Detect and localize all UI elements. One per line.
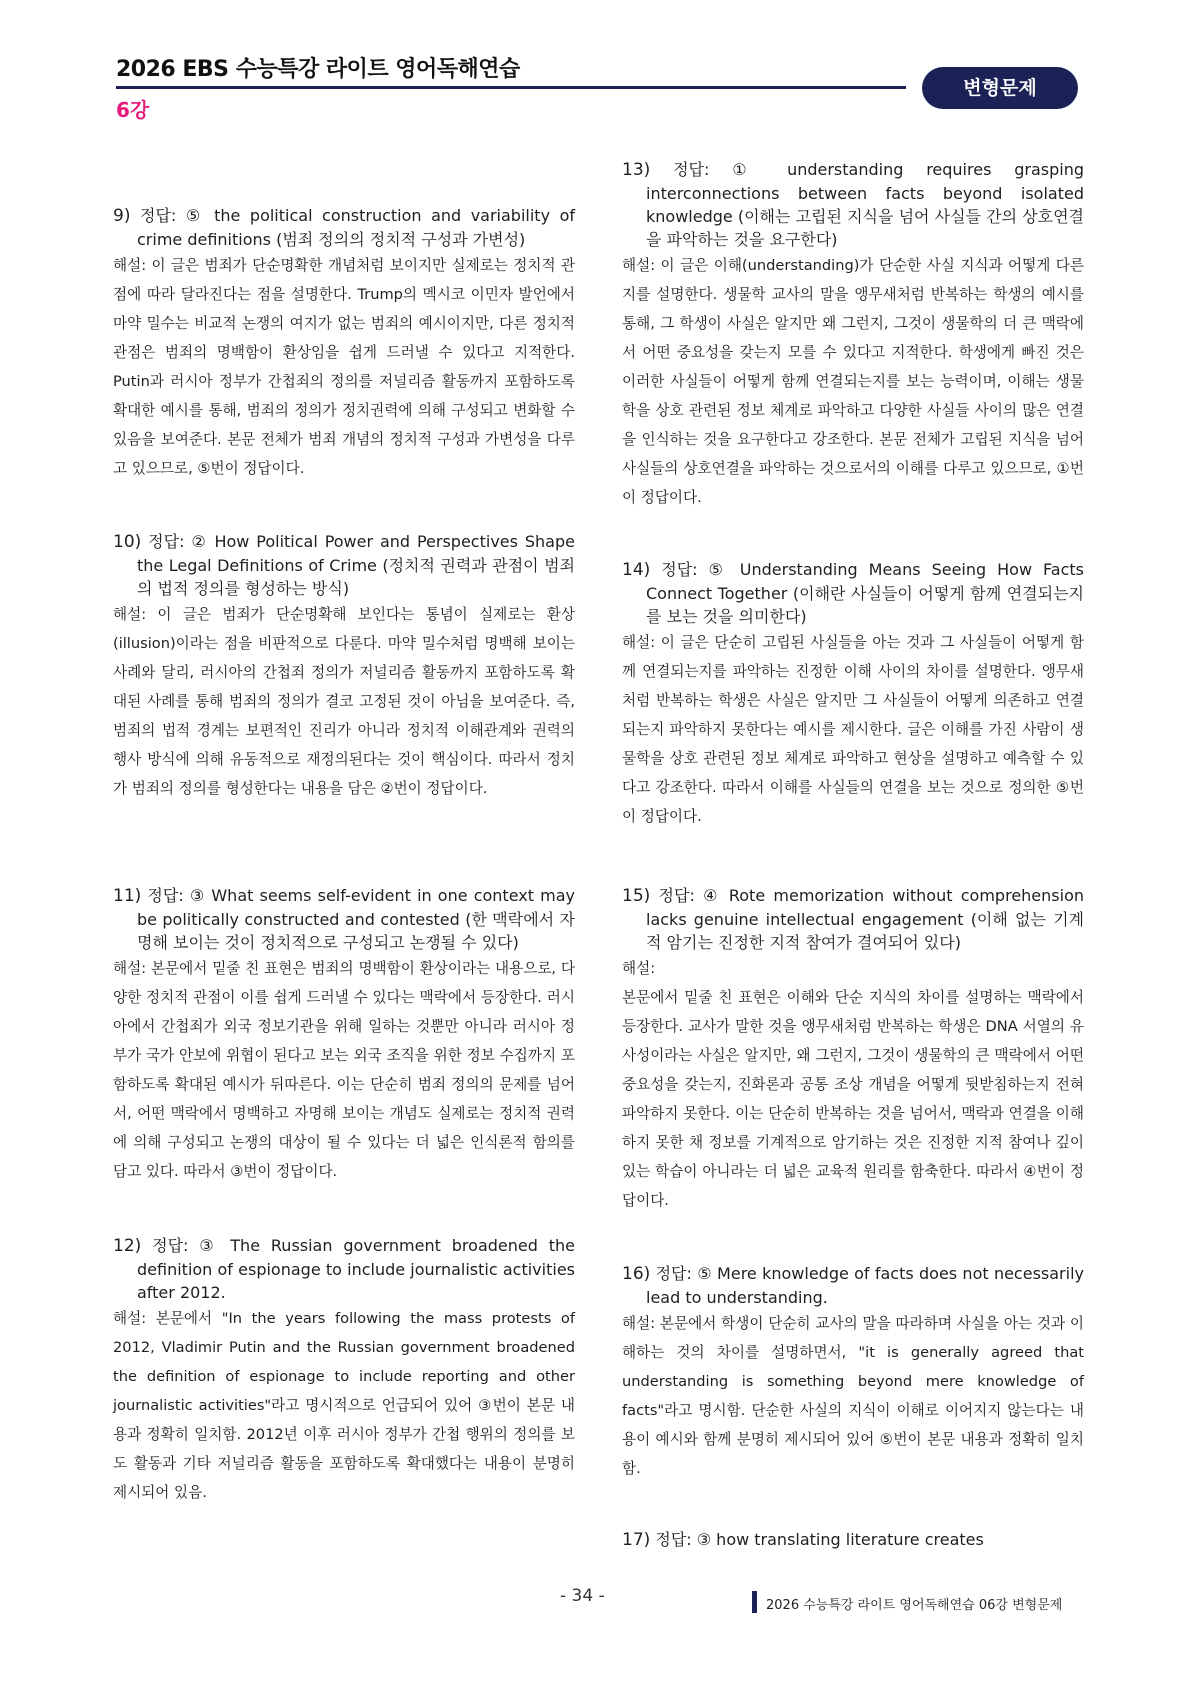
answer-text: 정답: ② How Political Power and Perspectives Shape the Legal Definitions of Crime (정치적 권력과 관점이 범죄의 법적 정의를 형성하는 방식) <box>137 532 575 598</box>
explanation-text: 본문에서 밑줄 친 표현은 이해와 단순 지식의 차이를 설명하는 맥락에서 등장한다. 교사가 말한 것을 앵무새처럼 반복하는 학생은 DNA 서열의 유사성이라는 사실은 알지만, 왜 그런지, 그것이 생물학의 큰 맥락에서 어떤 중요성을 갖는지, 진화론과 공통 조상 개념을 어떻게 뒷받침하는지 전혀 파악하지 못한다. 이는 단순히 반복하는 것을 넘어서, 맥락과 연결을 이해하지 못한 채 정보를 기계적으로 암기하는 것은 진정한 지적 참여나 깊이 있는 학습이 아니라는 더 넓은 교육적 원리를 함축한다. 따라서 ④번이 정답이다. <box>622 989 1084 1209</box>
explanation-text: 해설: 이 글은 단순히 고립된 사실들을 아는 것과 그 사실들이 어떻게 함께 연결되는지를 파악하는 진정한 이해 사이의 차이를 설명한다. 앵무새처럼 반복하는 학생은 사실은 알지만 그 사실들이 어떻게 의존하고 연결되는지 파악하지 못한다는 예시를 제시한다. 글은 이해를 가진 사람이 생물학을 상호 관련된 정보 체계로 파악하고 현상을 설명하고 예측할 수 있다고 강조한다. 따라서 이해를 사실들의 연결을 보는 것으로 정의한 ⑤번이 정답이다. <box>622 634 1084 825</box>
answer-text: 정답: ③ how translating literature creates <box>655 1530 984 1549</box>
answer-item-17 <box>622 1528 1084 1552</box>
answer-item-9 <box>113 204 575 483</box>
explanation-text: 해설: 본문에서 밑줄 친 표현은 범죄의 명백함이 환상이라는 내용으로, 다양한 정치적 관점이 이를 쉽게 드러낼 수 있다는 맥락에서 등장한다. 러시아에서 간첩죄가 외국 정보기관을 위해 일하는 것뿐만 아니라 러시아 정부가 국가 안보에 위협이 된다고 보는 외국 조직을 위한 정보 수집까지 포함하도록 확대된 예시가 뒤따른다. 이는 단순히 범죄 정의의 문제를 넘어서, 어떤 맥락에서 명백하고 자명해 보이는 개념도 실제로는 정치적 권력에 의해 구성되고 논쟁의 대상이 될 수 있다는 더 넓은 인식론적 함의를 담고 있다. 따라서 ③번이 정답이다. <box>113 960 575 1180</box>
explanation-text: 해설: 이 글은 범죄가 단순명확한 개념처럼 보이지만 실제로는 정치적 관점에 따라 달라진다는 점을 설명한다. Trump의 멕시코 이민자 발언에서 마약 밀수는 비교적 논쟁의 여지가 없는 범죄의 예시이지만, 다른 정치적 관점은 범죄의 명백함이 환상임을 쉽게 드러낼 수 있다고 지적한다. Putin과 러시아 정부가 간첩죄의 정의를 저널리즘 활동까지 포함하도록 확대한 예시를 통해, 범죄의 정의가 정치권력에 의해 구성되고 변화할 수 있음을 보여준다. 본문 전체가 범죄 개념의 정치적 구성과 가변성을 다루고 있으므로, ⑤번이 정답이다. <box>113 257 575 477</box>
item-number: 17) <box>622 1530 651 1550</box>
answer-item-14 <box>622 558 1084 831</box>
footer-title: 2026 수능특강 라이트 영어독해연습 06강 변형문제 <box>766 1598 1063 1613</box>
explanation-text: 해설: 본문에서 "In the years following the mass protests of 2012, Vladimir Putin and the Russian government broadened the definition of espionage to include reporting and other journalistic activities"라고 명시적으로 언급되어 있어 ③번이 본문 내용과 정확히 일치함. 2012년 이후 러시아 정부가 간첩 행위의 정의를 보도 활동과 기타 저널리즘 활동을 포함하도록 확대했다는 내용이 분명히 제시되어 있음. <box>113 1310 575 1501</box>
answer-text: 정답: ⑤ the political construction and variability of crime definitions (범죄 정의의 정치적 구성과 가변성) <box>137 206 575 249</box>
answer-text: 정답: ⑤ Mere knowledge of facts does not necessarily lead to understanding. <box>646 1264 1084 1307</box>
explanation-text: 해설: 이 글은 범죄가 단순명확해 보인다는 통념이 실제로는 환상(illusion)이라는 점을 비판적으로 다룬다. 마약 밀수처럼 명백해 보이는 사례와 달리, 러시아의 간첩죄 정의가 저널리즘 활동까지 포함하도록 확대된 사례를 통해 범죄의 정의가 결코 고정된 것이 아님을 보여준다. 즉, 범죄의 법적 경계는 보편적인 진리가 아니라 정치적 이해관계와 권력의 행사 방식에 의해 유동적으로 재정의된다는 것이 핵심이다. 따라서 정치가 범죄의 정의를 형성한다는 내용을 담은 ②번이 정답이다. <box>113 606 575 797</box>
item-number: 10) <box>113 532 142 552</box>
answer-text: 정답: ③ What seems self-evident in one context may be politically constructed and contested (한 맥락에서 자명해 보이는 것이 정치적으로 구성되고 논쟁될 수 있다) <box>137 886 575 952</box>
item-number: 13) <box>622 160 651 180</box>
item-number: 11) <box>113 886 142 906</box>
answer-text: 정답: ④ Rote memorization without comprehension lacks genuine intellectual engagement (이해 없는 기계적 암기는 진정한 지적 참여가 결여되어 있다) <box>646 886 1084 952</box>
lesson-label: 6강 <box>116 98 150 122</box>
explanation-label: 해설: <box>622 960 656 977</box>
item-number: 15) <box>622 886 651 906</box>
answer-text: 정답: ⑤ Understanding Means Seeing How Facts Connect Together (이해란 사실들이 어떻게 함께 연결되는지를 보는 것을 의미한다) <box>646 560 1084 626</box>
footer-accent-bar <box>752 1591 757 1613</box>
item-number: 9) <box>113 206 131 226</box>
document-title: 2026 EBS 수능특강 라이트 영어독해연습 <box>116 57 520 82</box>
explanation-text: 해설: 본문에서 학생이 단순히 교사의 말을 따라하며 사실을 아는 것과 이해하는 것의 차이를 설명하면서, "it is generally agreed that understanding is something beyond mere knowledge of facts"라고 명시함. 단순한 사실의 지식이 이해로 이어지지 않는다는 내용이 예시와 함께 분명히 제시되어 있어 ⑤번이 본문 내용과 정확히 일치함. <box>622 1315 1084 1477</box>
item-number: 16) <box>622 1264 651 1284</box>
explanation-text: 해설: 이 글은 이해(understanding)가 단순한 사실 지식과 어떻게 다른지를 설명한다. 생물학 교사의 말을 앵무새처럼 반복하는 학생의 예시를 통해, 그 학생이 사실은 알지만 왜 그런지, 그것이 생물학의 더 큰 맥락에서 어떤 중요성을 갖는지 모를 수 있다고 지적한다. 학생에게 빠진 것은 이러한 사실들이 어떻게 함께 연결되는지를 보는 능력이며, 이해는 생물학을 상호 관련된 정보 체계로 파악하고 다양한 사실들 사이의 많은 연결을 인식하는 것을 요구한다고 강조한다. 본문 전체가 고립된 지식을 넘어 사실들의 상호연결을 파악하는 것으로서의 이해를 다루고 있으므로, ①번이 정답이다. <box>622 257 1084 506</box>
answer-item-11 <box>113 884 575 1186</box>
answer-item-12 <box>113 1234 575 1507</box>
header-divider <box>116 86 906 89</box>
section-badge: 변형문제 <box>922 67 1078 109</box>
page-number: - 34 - <box>560 1586 605 1606</box>
item-number: 14) <box>622 560 651 580</box>
item-number: 12) <box>113 1236 142 1256</box>
answer-text: 정답: ③ The Russian government broadened the definition of espionage to include journalistic activities after 2012. <box>137 1236 576 1302</box>
answer-item-10 <box>113 530 575 803</box>
answer-text: 정답: ① understanding requires grasping interconnections between facts beyond isolated knowledge (이해는 고립된 지식을 넘어 사실들 간의 상호연결을 파악하는 것을 요구한다) <box>646 160 1084 249</box>
answer-item-15 <box>622 884 1084 1215</box>
answer-item-16 <box>622 1262 1084 1483</box>
answer-item-13 <box>622 158 1084 512</box>
